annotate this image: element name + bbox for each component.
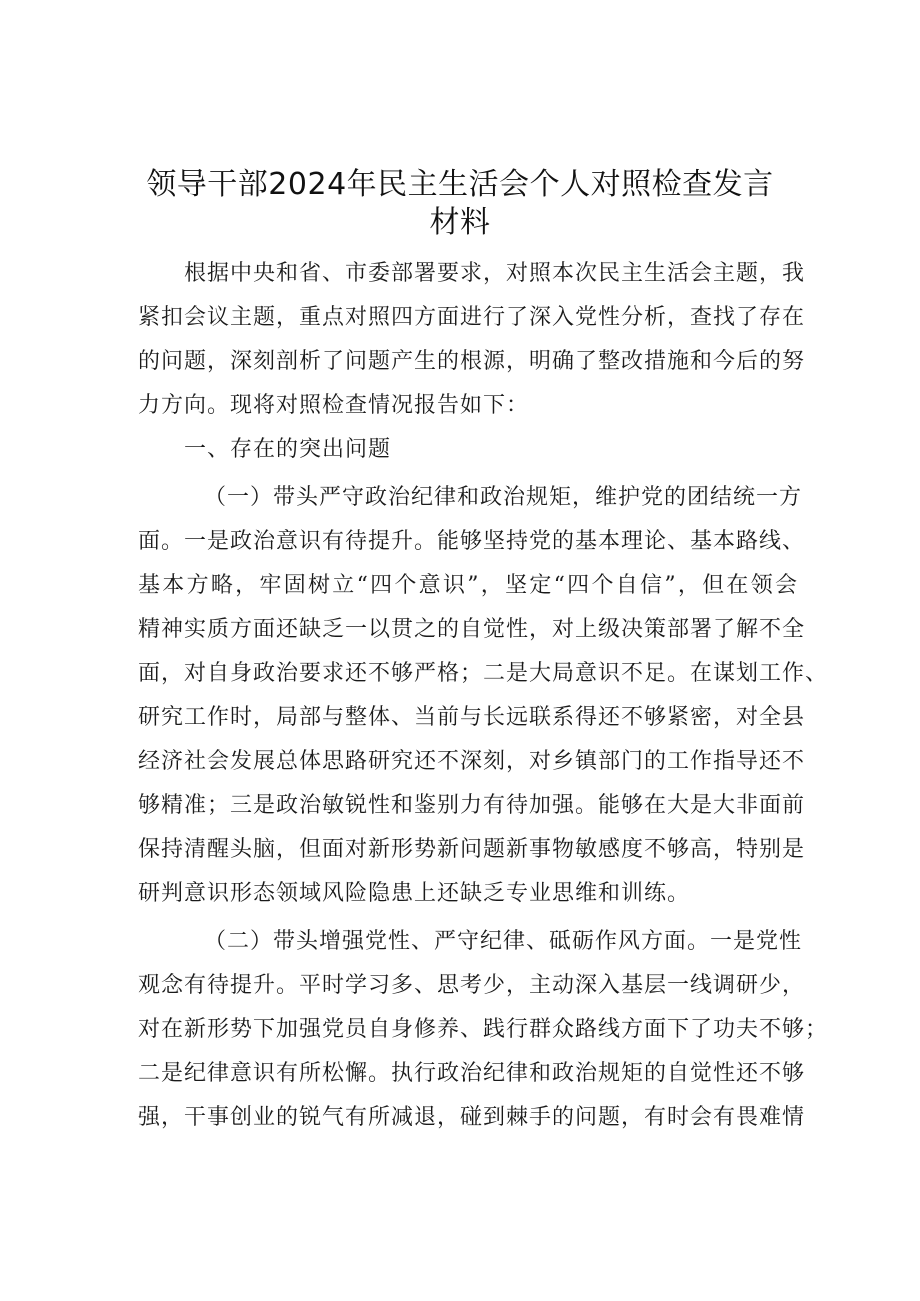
paragraph-line: 根据中央和省、市委部署要求，对照本次民主生活会主题，我 <box>184 261 806 286</box>
paragraph-line: 研究工作时，局部与整体、当前与长远联系得还不够紧密，对全县 <box>138 705 806 730</box>
section-heading: 一、存在的突出问题 <box>184 437 392 462</box>
paragraph-line: 研判意识形态领域风险隐患上还缺乏专业思维和训练。 <box>138 881 691 906</box>
paragraph-line: 精神实质方面还缺乏一以贯之的自觉性，对上级决策部署了解不全 <box>138 617 806 642</box>
paragraph-line: 面，对自身政治要求还不够严格；二是大局意识不足。在谋划工作、 <box>138 661 829 686</box>
paragraph-line: 力方向。现将对照检查情况报告如下： <box>138 393 530 418</box>
document-title-line-1: 领导干部2024年民主生活会个人对照检查发言 <box>146 167 774 202</box>
document-title-line-2: 材料 <box>429 205 491 240</box>
paragraph-line: 经济社会发展总体思路研究还不深刻，对乡镇部门的工作指导还不 <box>138 749 806 774</box>
paragraph-line: 观念有待提升。平时学习多、思考少，主动深入基层一线调研少， <box>138 973 806 998</box>
paragraph-line: 保持清醒头脑，但面对新形势新问题新事物敏感度不够高，特别是 <box>138 837 806 862</box>
paragraph-line: 够精准；三是政治敏锐性和鉴别力有待加强。能够在大是大非面前 <box>138 793 806 818</box>
paragraph-line: 二是纪律意识有所松懈。执行政治纪律和政治规矩的自觉性还不够 <box>138 1061 806 1086</box>
paragraph-line: （二）带头增强党性、严守纪律、砥砺作风方面。一是党性 <box>204 929 803 954</box>
paragraph-line: （一）带头严守政治纪律和政治规矩，维护党的团结统一方 <box>204 485 803 510</box>
paragraph-line: 对在新形势下加强党员自身修养、践行群众路线方面下了功夫不够； <box>138 1017 829 1042</box>
paragraph-line: 的问题，深刻剖析了问题产生的根源，明确了整改措施和今后的努 <box>138 349 806 374</box>
paragraph-line: 面。一是政治意识有待提升。能够坚持党的基本理论、基本路线、 <box>138 529 806 554</box>
paragraph-line: 强，干事创业的锐气有所减退，碰到棘手的问题，有时会有畏难情 <box>138 1105 806 1130</box>
paragraph-line: 紧扣会议主题，重点对照四方面进行了深入党性分析，查找了存在 <box>138 305 806 330</box>
paragraph-line: 基本方略，牢固树立“四个意识”，坚定“四个自信”，但在领会 <box>138 573 798 598</box>
